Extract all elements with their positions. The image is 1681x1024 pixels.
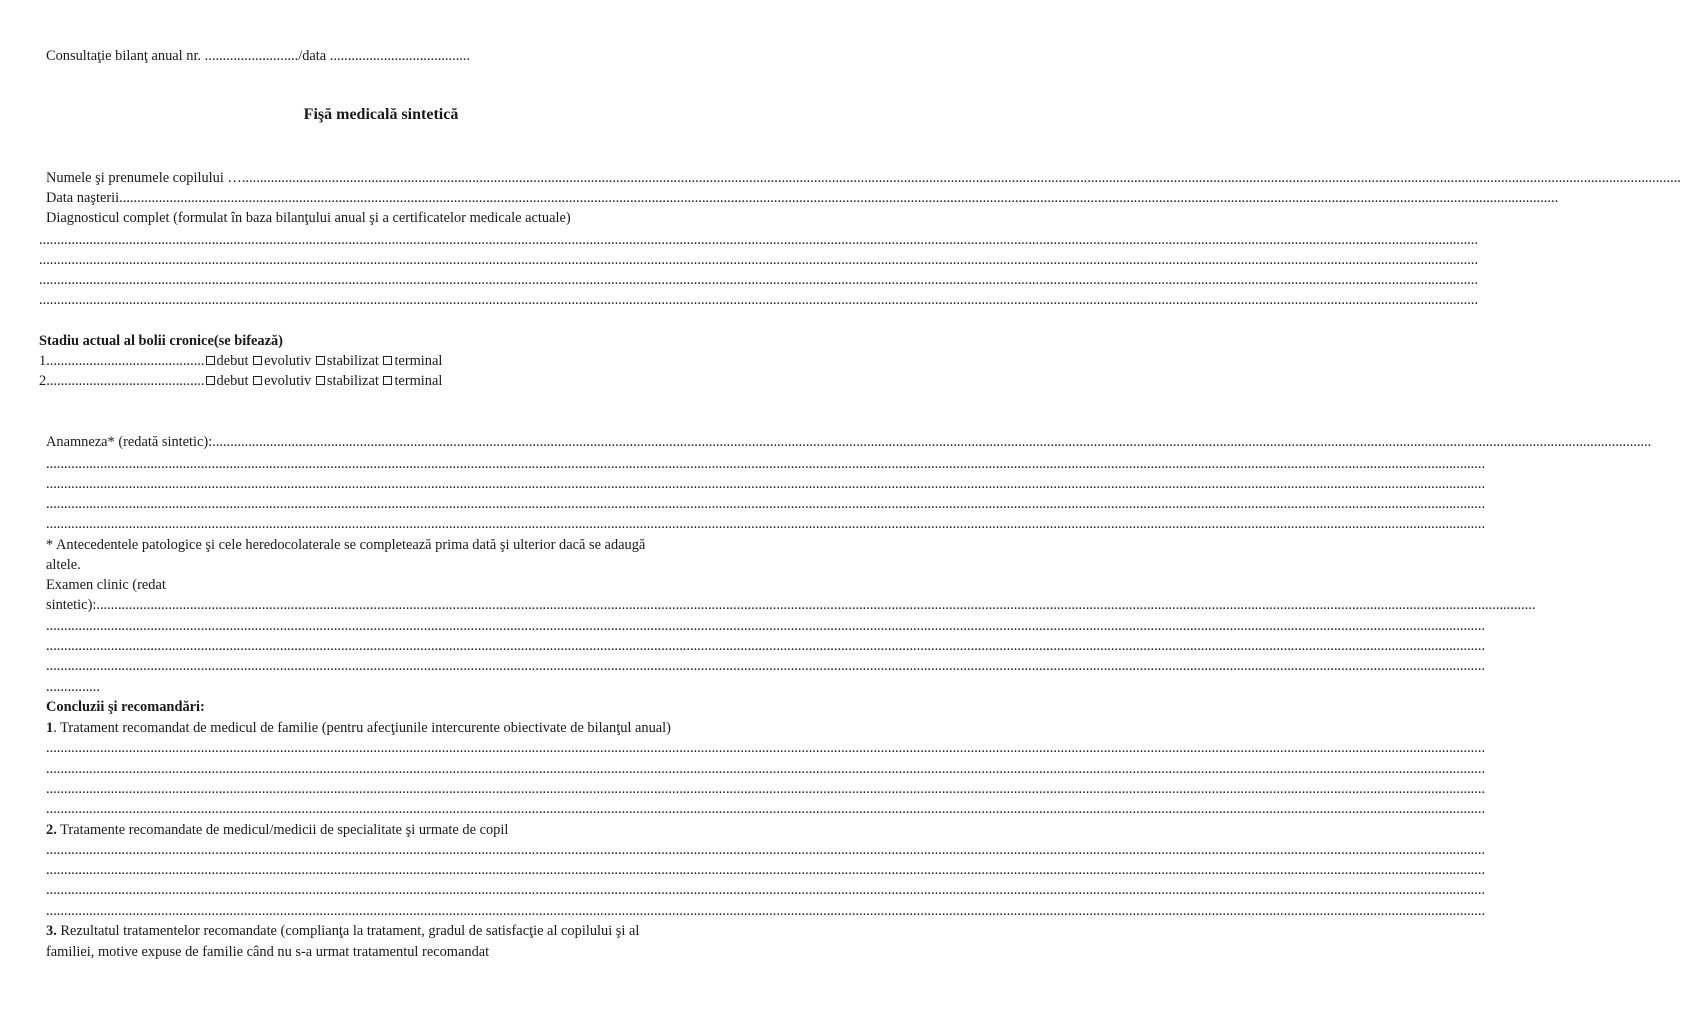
conclusions-heading: Concluzii şi recomandări: — [46, 699, 205, 715]
clinical-dots-tail: ............... — [46, 679, 100, 695]
option-label: debut — [216, 373, 249, 389]
consultation-line: Consultaţie bilanţ anual nr. ........................../data ....................................... — [46, 48, 471, 64]
anamnesis-label: Anamneza* (redată sintetic): — [46, 434, 213, 450]
birth-date-label: Data naşterii — [46, 190, 120, 206]
option-label: stabilizat — [326, 373, 379, 389]
page-title: Fişă medicală sintetică — [303, 106, 459, 123]
clinical-label-cont: sintetic): — [46, 597, 97, 613]
anamnesis-dots: ................................................................................................................................................................................................................................................................................................................................................................................................................ — [212, 434, 1652, 450]
child-name-label: Numele şi prenumele copilului … — [46, 170, 242, 186]
option-label: evolutiv — [264, 353, 312, 369]
anamnesis-dots-2: ................................................................................................................................................................................................................................................................................................................................................................................................................ — [46, 476, 1486, 492]
anamnesis-dots-3: ................................................................................................................................................................................................................................................................................................................................................................................................................ — [46, 496, 1486, 512]
stage-row-number: 1............................................ — [39, 353, 205, 369]
stage-row-number: 2............................................ — [39, 373, 205, 389]
rec1-dots-4: ................................................................................................................................................................................................................................................................................................................................................................................................................ — [46, 801, 1486, 817]
recommendation-2 — [46, 821, 508, 839]
birth-date-line — [46, 189, 1559, 207]
diagnosis-dots-1: ................................................................................................................................................................................................................................................................................................................................................................................................................ — [39, 232, 1479, 248]
child-name-line — [46, 169, 1681, 187]
clinical-dots: ................................................................................................................................................................................................................................................................................................................................................................................................................ — [96, 597, 1536, 613]
stage-row-2 — [39, 372, 442, 390]
rec2-dots-1: ................................................................................................................................................................................................................................................................................................................................................................................................................ — [46, 842, 1486, 858]
evolutiv-checkbox[interactable] — [253, 376, 262, 385]
clinical-dots-2: ................................................................................................................................................................................................................................................................................................................................................................................................................ — [46, 638, 1486, 654]
debut-checkbox[interactable] — [206, 376, 215, 385]
item-number: 2. — [46, 822, 57, 838]
anamnesis-dots-4: ................................................................................................................................................................................................................................................................................................................................................................................................................ — [46, 516, 1486, 532]
evolutiv-checkbox[interactable] — [253, 356, 262, 365]
option-label: terminal — [394, 353, 443, 369]
item-text: Tratamente recomandate de medicul/medicii de specialitate şi urmate de copil — [56, 822, 509, 838]
terminal-checkbox[interactable] — [383, 356, 392, 365]
option-label: terminal — [394, 373, 443, 389]
rec1-dots-2: ................................................................................................................................................................................................................................................................................................................................................................................................................ — [46, 761, 1486, 777]
debut-checkbox[interactable] — [206, 356, 215, 365]
diagnosis-label: Diagnosticul complet (formulat în baza bilanţului anual şi a certificatelor medicale actuale) — [46, 210, 571, 226]
option-label: stabilizat — [326, 353, 379, 369]
option-label: evolutiv — [264, 373, 312, 389]
rec2-dots-4: ................................................................................................................................................................................................................................................................................................................................................................................................................ — [46, 903, 1486, 919]
recommendation-1 — [46, 719, 671, 737]
anamnesis-dots-1: ................................................................................................................................................................................................................................................................................................................................................................................................................ — [46, 456, 1486, 472]
child-name-dots: ................................................................................................................................................................................................................................................................................................................................................................................................................ — [241, 170, 1681, 186]
stage-heading: Stadiu actual al bolii cronice(se bifează) — [39, 333, 283, 349]
item-text: . Tratament recomandat de medicul de familie (pentru afecţiunile intercurente obiectivate de bilanţul anual) — [53, 720, 671, 736]
stabilizat-checkbox[interactable] — [316, 356, 325, 365]
clinical-line — [46, 596, 1536, 614]
stabilizat-checkbox[interactable] — [316, 376, 325, 385]
rec1-dots-3: ................................................................................................................................................................................................................................................................................................................................................................................................................ — [46, 781, 1486, 797]
diagnosis-dots-2: ................................................................................................................................................................................................................................................................................................................................................................................................................ — [39, 252, 1479, 268]
diagnosis-dots-3: ................................................................................................................................................................................................................................................................................................................................................................................................................ — [39, 272, 1479, 288]
clinical-dots-3: ................................................................................................................................................................................................................................................................................................................................................................................................................ — [46, 658, 1486, 674]
clinical-label: Examen clinic (redat — [46, 577, 166, 593]
rec2-dots-2: ................................................................................................................................................................................................................................................................................................................................................................................................................ — [46, 862, 1486, 878]
stage-row-1 — [39, 352, 442, 370]
rec2-dots-3: ................................................................................................................................................................................................................................................................................................................................................................................................................ — [46, 882, 1486, 898]
birth-date-dots: ................................................................................................................................................................................................................................................................................................................................................................................................................ — [119, 190, 1559, 206]
diagnosis-dots-4: ................................................................................................................................................................................................................................................................................................................................................................................................................ — [39, 292, 1479, 308]
recommendation-3 — [46, 922, 639, 940]
anamnesis-line — [46, 433, 1652, 451]
terminal-checkbox[interactable] — [383, 376, 392, 385]
item-number: 3. — [46, 923, 57, 939]
anamnesis-note-line-1: * Antecedentele patologice şi cele heredocolaterale se completează prima dată şi ulterior dacă se adaugă — [46, 537, 646, 553]
option-label: debut — [216, 353, 249, 369]
clinical-dots-1: ................................................................................................................................................................................................................................................................................................................................................................................................................ — [46, 618, 1486, 634]
rec1-dots-1: ................................................................................................................................................................................................................................................................................................................................................................................................................ — [46, 740, 1486, 756]
anamnesis-note-line-2: altele. — [46, 557, 81, 573]
item-number: 1 — [46, 720, 54, 736]
recommendation-3-cont: familiei, motive expuse de familie când nu s-a urmat tratamentul recomandat — [46, 944, 490, 960]
item-text: Rezultatul tratamentelor recomandate (complianţa la tratament, gradul de satisfacţie al copilului şi al — [56, 923, 640, 939]
